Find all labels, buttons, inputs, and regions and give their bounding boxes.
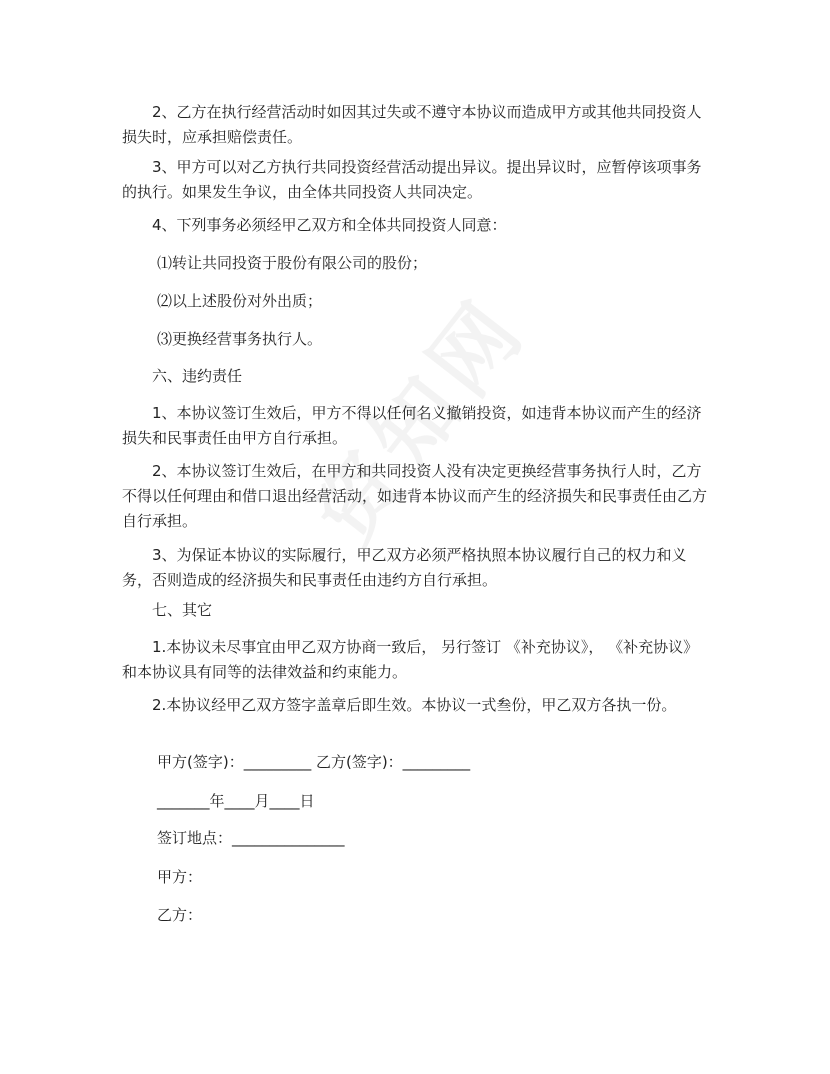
clause-4-consent: 4、下列事务必须经甲乙双方和全体共同投资人同意： — [152, 216, 507, 234]
breach-clause-1: 1、本协议签订生效后，甲方不得以任何名义撤销投资，如违背本协议而产生的经济损失和民事责任由甲方自行承担。 — [122, 404, 702, 447]
section-6-heading: 六、违约责任 — [152, 367, 243, 385]
consent-item-3: ⑶更换经营事务执行人。 — [157, 330, 323, 348]
clause-2-liability: 2、乙方在执行经营活动时如因其过失或不遵守本协议而造成甲方或其他共同投资人损失时，应承担赔偿责任。 — [122, 103, 702, 146]
section-7-heading: 七、其它 — [152, 601, 213, 619]
consent-item-2: ⑵以上述股份对外出质； — [157, 292, 323, 310]
date-line: _______年____月____日 — [157, 792, 315, 810]
other-clause-2: 2.本协议经甲乙双方签字盖章后即生效。本协议一式叁份，甲乙双方各执一份。 — [152, 696, 677, 714]
party-a-label: 甲方： — [157, 868, 203, 886]
breach-clause-2: 2、本协议签订生效后，在甲方和共同投资人没有决定更换经营事务执行人时，乙方不得以任何理由和借口退出经营活动，如违背本协议而产生的经济损失和民事责任由乙方自行承担。 — [122, 462, 708, 530]
breach-clause-3: 3、为保证本协议的实际履行，甲乙双方必须严格执照本协议履行自己的权力和义务，否则造成的经济损失和民事责任由违约方自行承担。 — [122, 546, 687, 589]
signing-location-line: 签订地点：_______________ — [157, 829, 345, 847]
consent-item-1: ⑴转让共同投资于股份有限公司的股份； — [157, 254, 428, 272]
clause-3-objection: 3、甲方可以对乙方执行共同投资经营活动提出异议。提出异议时，应暂停该项事务的执行。如果发生争议，由全体共同投资人共同决定。 — [122, 158, 702, 201]
party-b-label: 乙方： — [157, 906, 203, 924]
signature-line: 甲方(签字)：_________ 乙方(签字)：_________ — [157, 753, 471, 771]
other-clause-1: 1.本协议未尽事宜由甲乙双方协商一致后， 另行签订 《补充协议》， 《补充协议》和本协议具有同等的法律效益和约束能力。 — [122, 638, 699, 681]
